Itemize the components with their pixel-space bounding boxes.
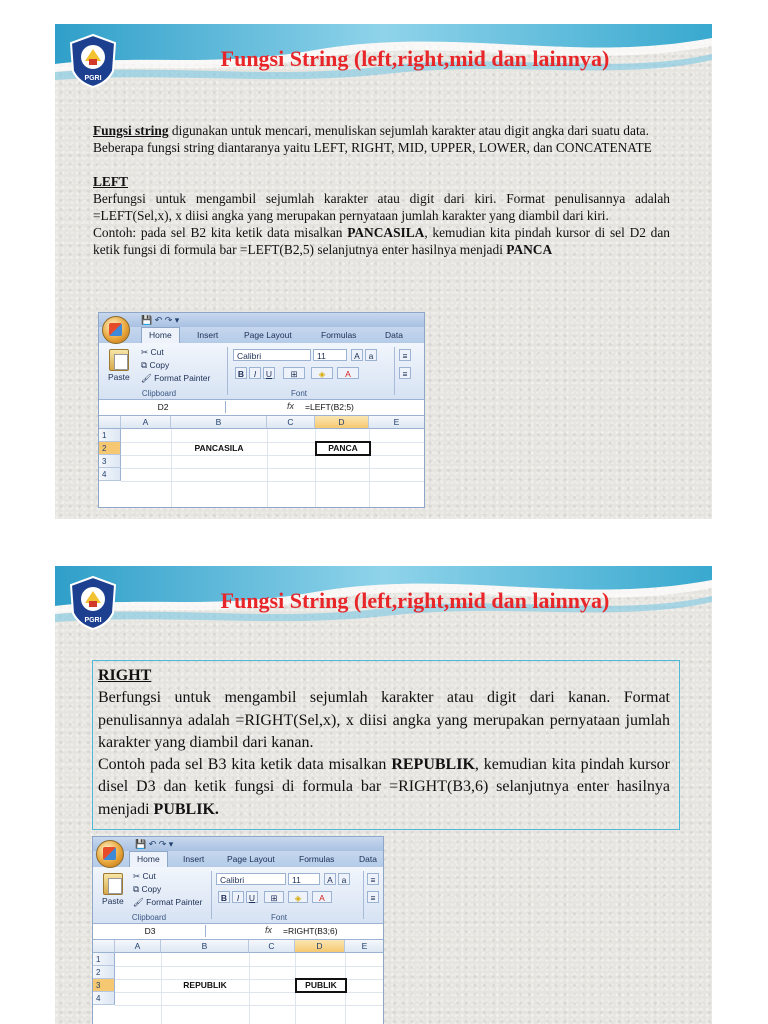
paste-label[interactable]: Paste xyxy=(108,372,130,382)
pgri-logo xyxy=(67,575,119,631)
cut-button[interactable]: ✂ Cut xyxy=(133,871,156,881)
svg-text:PGRI: PGRI xyxy=(84,75,102,82)
paste-label[interactable]: Paste xyxy=(102,896,124,906)
slide-right-function xyxy=(55,566,712,1024)
clipboard-group-label: Clipboard xyxy=(131,913,167,922)
paste-icon[interactable] xyxy=(103,873,123,895)
italic-button[interactable]: I xyxy=(249,367,261,379)
column-header-a[interactable]: A xyxy=(115,940,161,953)
excel-screenshot-right xyxy=(92,836,384,1024)
right-example-input: REPUBLIK xyxy=(391,756,475,774)
excel-screenshot-left xyxy=(98,312,425,508)
align-left-button[interactable]: ≡ xyxy=(367,891,379,903)
slide-title: Fungsi String (left,right,mid dan lainnya) xyxy=(220,588,610,613)
shrink-font-button[interactable]: a xyxy=(365,349,377,361)
select-all-corner[interactable] xyxy=(99,416,121,429)
font-group-label: Font xyxy=(270,913,287,922)
slide-body xyxy=(98,665,670,821)
left-example-text-2: , kemudian kita pindah kursor di sel D2 dan ketik fungsi di formula bar =LEFT(B2,5) selanjutnya enter hasilnya menjadi xyxy=(93,225,670,257)
font-size-select[interactable]: 11 xyxy=(288,873,320,885)
formula-input[interactable]: =LEFT(B2;5) xyxy=(305,402,354,412)
tab-home[interactable]: Home xyxy=(129,851,168,867)
spreadsheet-grid xyxy=(99,416,424,507)
tab-formulas[interactable]: Formulas xyxy=(299,854,335,864)
column-header-e[interactable]: E xyxy=(369,416,425,429)
fx-icon[interactable]: fx xyxy=(287,401,295,411)
font-name-select[interactable]: Calibri xyxy=(216,873,286,885)
align-left-button[interactable]: ≡ xyxy=(399,367,411,379)
column-header-a[interactable]: A xyxy=(121,416,171,429)
row-header-2[interactable]: 2 xyxy=(93,966,115,979)
tab-page-layout[interactable]: Page Layout xyxy=(244,330,292,340)
tab-formulas[interactable]: Formulas xyxy=(321,330,357,340)
left-example-result: PANCA xyxy=(506,242,553,257)
right-description: Berfungsi untuk mengambil sejumlah karakter atau digit dari kanan. Format penulisannya adalah =RIGHT(Sel,x), x diisi angka yang merupakan pernyataan jumlah karakter yang diambil dari kanan. xyxy=(98,689,670,751)
shrink-font-button[interactable]: a xyxy=(338,873,350,885)
grow-font-button[interactable]: A xyxy=(351,349,363,361)
font-color-button[interactable]: A xyxy=(312,891,332,903)
fill-color-button[interactable]: ◈ xyxy=(311,367,333,379)
borders-button[interactable]: ⊞ xyxy=(283,367,305,379)
formula-bar xyxy=(93,924,383,940)
row-header-1[interactable]: 1 xyxy=(93,953,115,966)
row-header-3[interactable]: 3 xyxy=(93,979,115,992)
intro-list: Beberapa fungsi string diantaranya yaitu LEFT, RIGHT, MID, UPPER, LOWER, dan CONCATENATE xyxy=(93,140,652,155)
office-button[interactable] xyxy=(102,316,130,344)
left-example-input: PANCASILA xyxy=(347,225,425,240)
spreadsheet-grid xyxy=(93,940,383,1024)
grow-font-button[interactable]: A xyxy=(324,873,336,885)
right-example-text: Contoh pada sel B3 kita ketik data misalkan xyxy=(98,756,392,774)
row-header-4[interactable]: 4 xyxy=(99,468,121,481)
underline-button[interactable]: U xyxy=(263,367,275,379)
pgri-logo xyxy=(67,33,119,89)
svg-text:PGRI: PGRI xyxy=(84,617,102,624)
copy-button[interactable]: ⧉ Copy xyxy=(141,360,170,370)
column-header-e[interactable]: E xyxy=(345,940,384,953)
column-header-c[interactable]: C xyxy=(249,940,295,953)
slide-header xyxy=(55,566,712,641)
borders-button[interactable]: ⊞ xyxy=(264,891,284,903)
underline-button[interactable]: U xyxy=(246,891,258,903)
ribbon-tabs xyxy=(93,851,383,867)
cell-b3[interactable]: REPUBLIK xyxy=(183,980,227,990)
slide-body xyxy=(93,122,670,258)
right-example xyxy=(98,754,670,821)
column-header-b[interactable]: B xyxy=(161,940,249,953)
tab-page-layout[interactable]: Page Layout xyxy=(227,854,275,864)
row-header-3[interactable]: 3 xyxy=(99,455,121,468)
clipboard-group-label: Clipboard xyxy=(141,389,177,398)
font-group-label: Font xyxy=(290,389,307,398)
excel-titlebar xyxy=(99,313,424,327)
format-painter-button[interactable]: 🖌 Format Painter xyxy=(141,373,211,383)
font-name-select[interactable]: Calibri xyxy=(233,349,311,361)
quick-access-toolbar: 💾 ↶ ↷ ▾ xyxy=(135,839,174,849)
ribbon-tabs xyxy=(99,327,424,343)
fx-icon[interactable]: fx xyxy=(265,925,273,935)
slide-title: Fungsi String (left,right,mid dan lainnya) xyxy=(220,46,610,71)
cell-b2[interactable]: PANCASILA xyxy=(194,443,244,453)
formula-input[interactable]: =RIGHT(B3;6) xyxy=(283,926,338,936)
left-example-text: Contoh: pada sel B2 kita ketik data misalkan xyxy=(93,225,348,240)
ribbon xyxy=(99,343,424,400)
quick-access-toolbar: 💾 ↶ ↷ ▾ xyxy=(141,315,180,325)
column-header-c[interactable]: C xyxy=(267,416,315,429)
column-header-d[interactable]: D xyxy=(295,940,345,953)
slide-left-function xyxy=(55,24,712,519)
row-header-4[interactable]: 4 xyxy=(93,992,115,1005)
cell-d2[interactable]: PANCA xyxy=(315,441,371,456)
align-top-button[interactable]: ≡ xyxy=(399,349,411,361)
slide-header xyxy=(55,24,712,99)
intro-text: digunakan untuk mencari, menuliskan sejumlah karakter atau digit angka dari suatu data. xyxy=(168,123,649,138)
bold-button[interactable]: B xyxy=(235,367,247,379)
tab-data[interactable]: Data xyxy=(385,330,403,340)
column-header-d[interactable]: D xyxy=(315,416,369,429)
name-box[interactable]: D3 xyxy=(95,925,206,937)
select-all-corner[interactable] xyxy=(93,940,115,953)
font-color-button[interactable]: A xyxy=(337,367,359,379)
row-header-1[interactable]: 1 xyxy=(99,429,121,442)
italic-button[interactable]: I xyxy=(232,891,244,903)
right-example-result: PUBLIK. xyxy=(153,800,219,818)
tab-insert[interactable]: Insert xyxy=(183,854,205,864)
paste-icon[interactable] xyxy=(109,349,129,371)
name-box[interactable]: D2 xyxy=(101,401,226,413)
excel-titlebar xyxy=(93,837,383,851)
intro-paragraph xyxy=(93,122,670,139)
office-button[interactable] xyxy=(96,840,124,868)
align-top-button[interactable]: ≡ xyxy=(367,873,379,885)
fill-color-button[interactable]: ◈ xyxy=(288,891,308,903)
bold-button[interactable]: B xyxy=(218,891,230,903)
tab-data[interactable]: Data xyxy=(359,854,377,864)
cut-button[interactable]: ✂ Cut xyxy=(141,347,164,357)
tab-home[interactable]: Home xyxy=(141,327,180,343)
left-description: Berfungsi untuk mengambil sejumlah karakter atau digit dari kiri. Format penulisannya adalah =LEFT(Sel,x), x diisi angka yang merupakan pernyataan jumlah karakter yang diambil dari kiri. xyxy=(93,191,670,223)
right-heading: RIGHT xyxy=(98,667,152,684)
column-header-b[interactable]: B xyxy=(171,416,267,429)
row-header-2[interactable]: 2 xyxy=(99,442,121,455)
left-heading: LEFT xyxy=(93,174,128,189)
ribbon xyxy=(93,867,383,924)
intro-term: Fungsi string xyxy=(93,123,169,138)
cell-d3[interactable]: PUBLIK xyxy=(295,978,347,993)
formula-bar xyxy=(99,400,424,416)
copy-button[interactable]: ⧉ Copy xyxy=(133,884,162,894)
left-example xyxy=(93,224,670,258)
right-example-text-2: , kemudian kita pindah kursor disel D3 dan ketik fungsi di formula bar =RIGHT(B3,6) selanjutnya enter hasilnya menjadi xyxy=(98,756,670,818)
format-painter-button[interactable]: 🖌 Format Painter xyxy=(133,897,203,907)
font-size-select[interactable]: 11 xyxy=(313,349,347,361)
tab-insert[interactable]: Insert xyxy=(197,330,219,340)
